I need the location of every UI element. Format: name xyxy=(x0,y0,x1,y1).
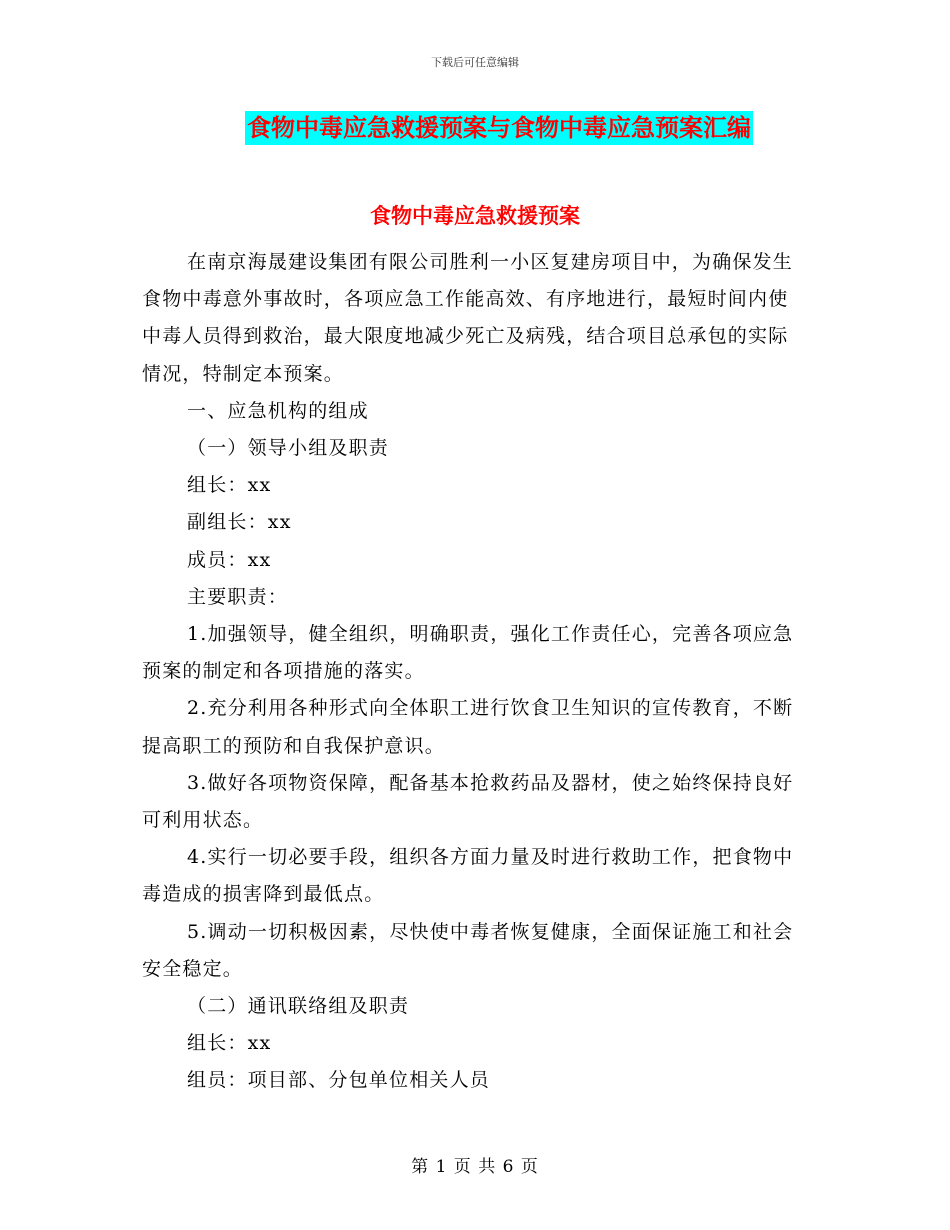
subsection-heading: （二）通讯联络组及职责 xyxy=(187,995,410,1018)
duty-item: 5.调动一切积极因素，尽快使中毒者恢复健康，全面保证施工和社会安全稳定。 xyxy=(142,920,794,980)
duty-item: 1.加强领导，健全组织，明确职责，强化工作责任心，完善各项应急预案的制定和各项措施的落实。 xyxy=(142,623,794,683)
members-line: 组员：项目部、分包单位相关人员 xyxy=(187,1069,491,1092)
document-body xyxy=(142,244,802,1100)
duty-item: 4.实行一切必要手段，组织各方面力量及时进行救助工作，把食物中毒造成的损害降到最低点。 xyxy=(142,846,794,906)
subsection-heading: （一）领导小组及职责 xyxy=(187,437,390,460)
main-title-wrap xyxy=(0,111,950,145)
leader-line: 组长：xx xyxy=(187,474,272,497)
section-title: 食物中毒应急救援预案 xyxy=(370,203,580,228)
leader-line: 组长：xx xyxy=(187,1032,272,1055)
intro-paragraph: 在南京海晟建设集团有限公司胜利一小区复建房项目中，为确保发生食物中毒意外事故时，各项应急工作能高效、有序地进行，最短时间内使中毒人员得到救治，最大限度地减少死亡及病残，结合项目总承包的实际情况，特制定本预案。 xyxy=(142,251,794,385)
duty-item: 3.做好各项物资保障，配备基本抢救药品及器材，使之始终保持良好可利用状态。 xyxy=(142,771,794,832)
deputy-leader-line: 副组长：xx xyxy=(187,511,292,534)
duty-item: 2.充分利用各种形式向全体职工进行饮食卫生知识的宣传教育，不断提高职工的预防和自我保护意识。 xyxy=(142,697,794,757)
header-note: 下载后可任意编辑 xyxy=(431,56,519,69)
members-line: 成员：xx xyxy=(187,548,272,571)
section-heading: 一、应急机构的组成 xyxy=(187,399,369,422)
main-title: 食物中毒应急救援预案与食物中毒应急预案汇编 xyxy=(245,111,753,145)
page-footer: 第 1 页 共 6 页 xyxy=(411,1157,539,1177)
duties-heading: 主要职责： xyxy=(187,585,289,608)
